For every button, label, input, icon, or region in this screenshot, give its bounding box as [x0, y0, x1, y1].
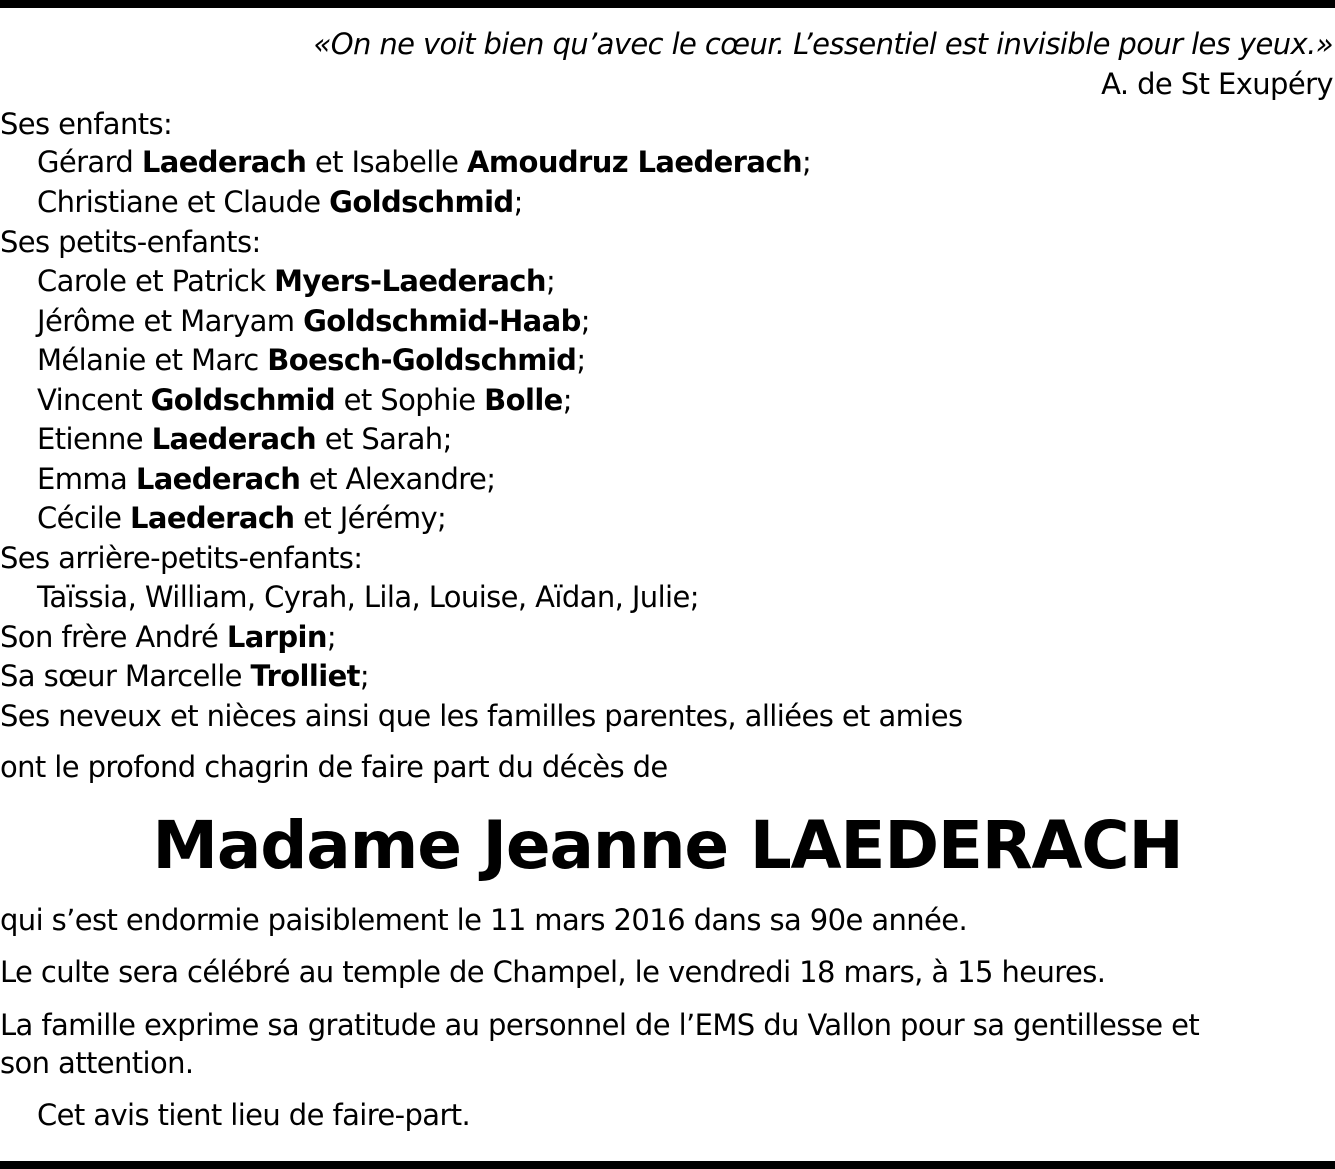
grandchildren-line: Emma Laederach et Alexandre;	[37, 462, 496, 496]
sister-line: Sa sœur Marcelle Trolliet;	[0, 659, 370, 693]
relatives-line: Ses neveux et nièces ainsi que les familles parentes, alliées et amies	[0, 699, 963, 733]
gratitude-line: La famille exprime sa gratitude au personnel de l’EMS du Vallon pour sa gentillesse et	[0, 1008, 1200, 1042]
brother-line: Son frère André Larpin;	[0, 620, 337, 654]
announcement-line: ont le profond chagrin de faire part du décès de	[0, 750, 668, 784]
grandchildren-line: Cécile Laederach et Jérémy;	[37, 501, 447, 535]
deceased-name: Madame Jeanne LAEDERACH	[152, 807, 1183, 884]
notice-line: Cet avis tient lieu de faire-part.	[37, 1098, 471, 1132]
grandchildren-line: Mélanie et Marc Boesch-Goldschmid;	[37, 343, 586, 377]
gratitude-line: son attention.	[0, 1046, 194, 1080]
children-line: Gérard Laederach et Isabelle Amoudruz Laederach;	[37, 145, 812, 179]
grandchildren-heading: Ses petits-enfants:	[0, 225, 261, 259]
children-line: Christiane et Claude Goldschmid;	[37, 185, 523, 219]
grandchildren-line: Etienne Laederach et Sarah;	[37, 422, 452, 456]
great-grandchildren-line: Taïssia, William, Cyrah, Lila, Louise, Aïdan, Julie;	[37, 580, 699, 614]
death-details: qui s’est endormie paisiblement le 11 mars 2016 dans sa 90e année.	[0, 903, 968, 937]
epigraph-author: A. de St Exupéry	[1101, 67, 1333, 101]
grandchildren-line: Carole et Patrick Myers-Laederach;	[37, 264, 556, 298]
top-rule	[0, 0, 1335, 8]
children-heading: Ses enfants:	[0, 107, 173, 141]
bottom-rule	[0, 1161, 1335, 1169]
service-details: Le culte sera célébré au temple de Champel, le vendredi 18 mars, à 15 heures.	[0, 955, 1106, 989]
great-grandchildren-heading: Ses arrière-petits-enfants:	[0, 541, 363, 575]
grandchildren-line: Jérôme et Maryam Goldschmid-Haab;	[37, 304, 590, 338]
grandchildren-line: Vincent Goldschmid et Sophie Bolle;	[37, 383, 572, 417]
epigraph-quote: «On ne voit bien qu’avec le cœur. L’essentiel est invisible pour les yeux.»	[313, 27, 1333, 61]
